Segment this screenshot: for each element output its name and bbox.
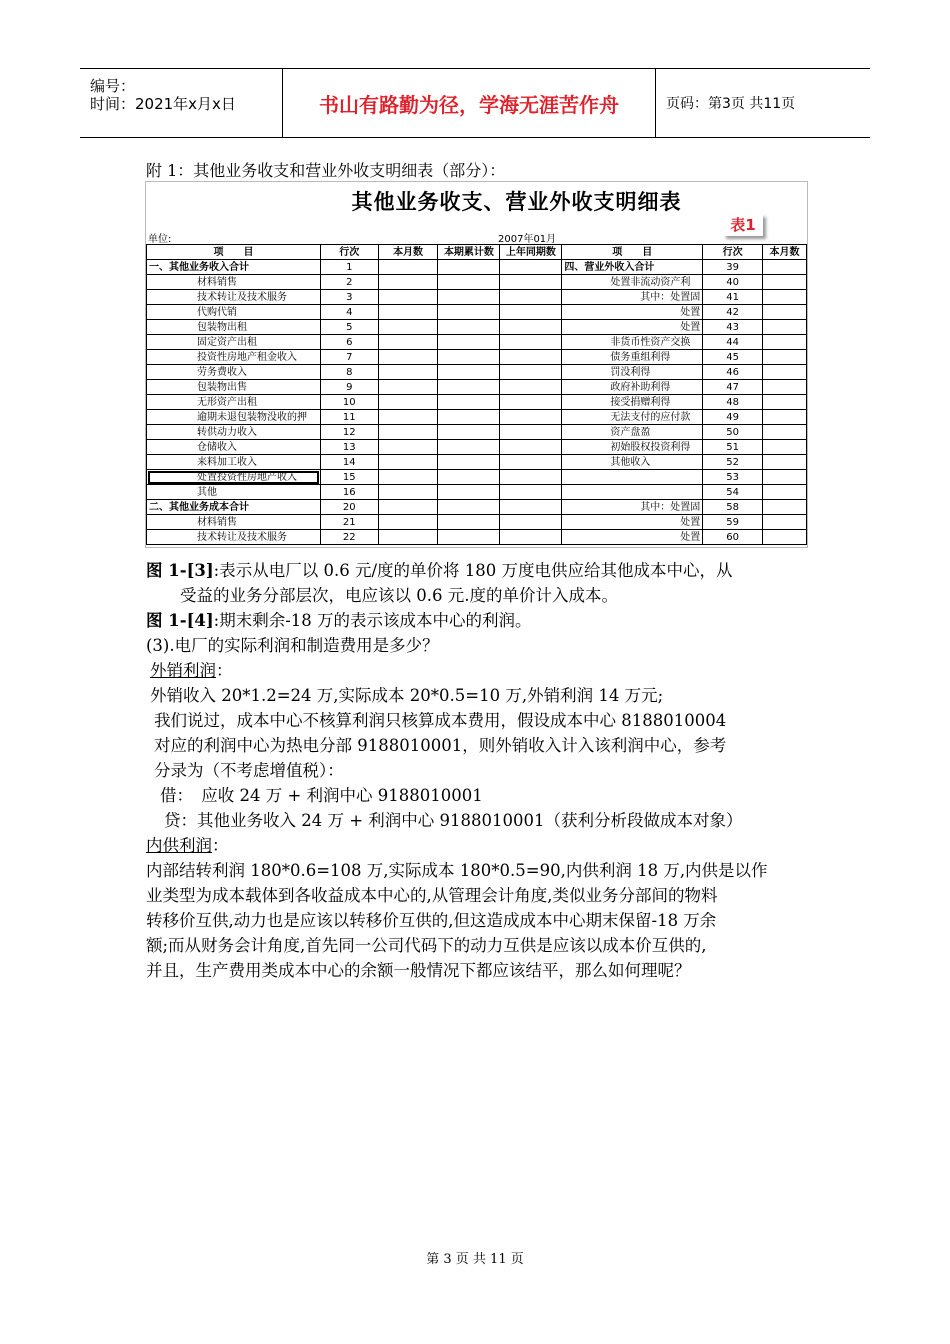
item-cell: 材料销售: [147, 515, 321, 530]
value-cell: [500, 275, 562, 290]
int-p1: 内部结转利润 180*0.6=108 万,实际成本 180*0.5=90,内供利润 18 万,内供是以作: [146, 861, 768, 880]
value-cell: [763, 455, 807, 470]
item-cell: 技术转让及技术服务: [147, 530, 321, 545]
item-cell: 劳务费收入: [147, 365, 321, 380]
item2-cell: 初始股权投资利得: [562, 440, 703, 455]
value-cell: [438, 275, 500, 290]
ext-p1: 我们说过，成本中心不核算利润只核算成本费用，假设成本中心 8188010004: [154, 711, 727, 730]
item-cell: 代购代销: [147, 305, 321, 320]
value-cell: [378, 440, 438, 455]
table-row: [147, 305, 807, 320]
line-cell: 16: [320, 485, 378, 500]
body-text: [146, 558, 812, 983]
value-cell: [500, 455, 562, 470]
table-row: [147, 455, 807, 470]
fig3-text: :表示从电厂以 0.6 元/度的单价将 180 万度电供应给其他成本中心，从: [213, 561, 733, 580]
item2-cell: 四、营业外收入合计: [562, 260, 703, 275]
column-header: 本月数: [378, 245, 438, 260]
item-cell: 固定资产出租: [147, 335, 321, 350]
table-row: [147, 320, 807, 335]
item-cell: 转供动力收入: [147, 425, 321, 440]
value-cell: [378, 455, 438, 470]
line2-cell: 39: [703, 260, 763, 275]
value-cell: [378, 530, 438, 545]
line2-cell: 45: [703, 350, 763, 365]
value-cell: [763, 290, 807, 305]
value-cell: [500, 320, 562, 335]
line-cell: 22: [320, 530, 378, 545]
table-row: [147, 440, 807, 455]
value-cell: [378, 470, 438, 485]
time-label: 时间：2021年x月x日: [90, 95, 236, 113]
page-header: [80, 68, 870, 138]
line2-cell: 41: [703, 290, 763, 305]
value-cell: [763, 440, 807, 455]
value-cell: [438, 440, 500, 455]
table-row: [147, 515, 807, 530]
value-cell: [438, 305, 500, 320]
value-cell: [378, 260, 438, 275]
item2-cell: 处置: [562, 320, 703, 335]
int-p5: 并且，生产费用类成本中心的余额一般情况下都应该结平，那么如何理呢？: [146, 961, 691, 980]
value-cell: [500, 365, 562, 380]
page-label: 页码：第3页 共11页: [666, 96, 796, 112]
line2-cell: 47: [703, 380, 763, 395]
value-cell: [763, 320, 807, 335]
item-cell: 包装物出租: [147, 320, 321, 335]
fig4-paragraph: [146, 608, 812, 633]
value-cell: [438, 350, 500, 365]
value-cell: [438, 260, 500, 275]
line2-cell: 54: [703, 485, 763, 500]
value-cell: [378, 410, 438, 425]
value-cell: [500, 410, 562, 425]
line2-cell: 40: [703, 275, 763, 290]
item-cell: 二、其他业务成本合计: [147, 500, 321, 515]
line2-cell: 51: [703, 440, 763, 455]
line-cell: 5: [320, 320, 378, 335]
value-cell: [763, 485, 807, 500]
table-row: [147, 470, 807, 485]
line-cell: 1: [320, 260, 378, 275]
item2-cell: 处置: [562, 530, 703, 545]
ext-p3: 分录为（不考虑增值税）：: [154, 761, 344, 780]
value-cell: [500, 500, 562, 515]
line-cell: 9: [320, 380, 378, 395]
line2-cell: 49: [703, 410, 763, 425]
value-cell: [500, 425, 562, 440]
line-cell: 11: [320, 410, 378, 425]
line2-cell: 52: [703, 455, 763, 470]
value-cell: [763, 515, 807, 530]
period-label: 2007年01月: [498, 234, 557, 245]
item-cell: 逾期未退包装物没收的押: [147, 410, 321, 425]
table-row: [147, 395, 807, 410]
number-label: 编号：: [90, 77, 136, 95]
value-cell: [763, 260, 807, 275]
fig3-paragraph: [146, 558, 812, 583]
value-cell: [763, 335, 807, 350]
value-cell: [438, 470, 500, 485]
table-row: [147, 380, 807, 395]
item2-cell: 接受捐赠利得: [562, 395, 703, 410]
value-cell: [763, 425, 807, 440]
line2-cell: 60: [703, 530, 763, 545]
column-header: 项 目: [147, 245, 321, 260]
int-p4: 额;而从财务会计角度,首先同一公司代码下的动力互供是应该以成本价互供的,: [146, 936, 707, 955]
item2-cell: 其中：处置固: [562, 500, 703, 515]
value-cell: [500, 335, 562, 350]
value-cell: [763, 350, 807, 365]
value-cell: [763, 470, 807, 485]
column-header: 项 目: [562, 245, 703, 260]
fig3-continuation: 受益的业务分部层次，电应该以 0.6 元.度的单价计入成本。: [180, 586, 618, 605]
line-cell: 8: [320, 365, 378, 380]
item2-cell: 其中：处置固: [562, 290, 703, 305]
question-3: (3).电厂的实际利润和制造费用是多少？: [146, 636, 439, 655]
ext-line: 外销收入 20*1.2=24 万,实际成本 20*0.5=10 万,外销利润 14 万元;: [150, 686, 664, 705]
column-header: 行次: [320, 245, 378, 260]
value-cell: [500, 260, 562, 275]
unit-label: 单位:: [148, 234, 172, 245]
item-cell: 来料加工收入: [147, 455, 321, 470]
value-cell: [500, 350, 562, 365]
value-cell: [378, 380, 438, 395]
item2-cell: 罚没利得: [562, 365, 703, 380]
item2-cell: [562, 470, 703, 485]
value-cell: [500, 470, 562, 485]
table-caption: 附 1：其他业务收支和营业外收支明细表（部分）：: [146, 161, 506, 180]
line2-cell: 59: [703, 515, 763, 530]
table-row: [147, 365, 807, 380]
int-heading: 内供利润: [146, 836, 212, 855]
value-cell: [438, 455, 500, 470]
item2-cell: 政府补助利得: [562, 380, 703, 395]
fig4-text: :期末剩余-18 万的表示该成本中心的利润。: [213, 611, 532, 630]
value-cell: [763, 275, 807, 290]
column-header: 本月数: [763, 245, 807, 260]
line2-cell: 53: [703, 470, 763, 485]
value-cell: [500, 395, 562, 410]
header-meta: [80, 69, 283, 137]
value-cell: [378, 500, 438, 515]
value-cell: [763, 500, 807, 515]
int-heading-line: [146, 833, 812, 858]
debit-line: 借： 应收 24 万 + 利润中心 9188010001: [160, 786, 483, 805]
item2-cell: 非货币性资产交换: [562, 335, 703, 350]
item-cell: 无形资产出租: [147, 395, 321, 410]
value-cell: [500, 380, 562, 395]
line-cell: 6: [320, 335, 378, 350]
item2-cell: [562, 485, 703, 500]
value-cell: [438, 290, 500, 305]
line-cell: 10: [320, 395, 378, 410]
line2-cell: 43: [703, 320, 763, 335]
item2-cell: 处置: [562, 515, 703, 530]
value-cell: [438, 515, 500, 530]
line-cell: 7: [320, 350, 378, 365]
line2-cell: 46: [703, 365, 763, 380]
page-footer: 第 3 页 共 11 页: [426, 1252, 524, 1267]
line2-cell: 44: [703, 335, 763, 350]
ext-p2: 对应的利润中心为热电分部 9188010001，则外销收入计入该利润中心，参考: [154, 736, 727, 755]
value-cell: [378, 425, 438, 440]
line-cell: 20: [320, 500, 378, 515]
line2-cell: 48: [703, 395, 763, 410]
value-cell: [438, 425, 500, 440]
spreadsheet-image: [145, 181, 808, 548]
value-cell: [500, 485, 562, 500]
line2-cell: 42: [703, 305, 763, 320]
value-cell: [378, 515, 438, 530]
line-cell: 12: [320, 425, 378, 440]
line-cell: 3: [320, 290, 378, 305]
ext-heading: 外销利润: [150, 661, 216, 680]
item-cell: 仓储收入: [147, 440, 321, 455]
table-row: [147, 335, 807, 350]
fig3-label: 图 1-[3]: [146, 561, 214, 580]
column-header: 行次: [703, 245, 763, 260]
value-cell: [378, 335, 438, 350]
value-cell: [763, 530, 807, 545]
value-cell: [378, 275, 438, 290]
fig4-label: 图 1-[4]: [146, 611, 214, 630]
table-row: [147, 485, 807, 500]
line-cell: 14: [320, 455, 378, 470]
table-row: [147, 290, 807, 305]
value-cell: [438, 485, 500, 500]
value-cell: [763, 395, 807, 410]
table-row: [147, 350, 807, 365]
line2-cell: 58: [703, 500, 763, 515]
table-row: [147, 500, 807, 515]
column-header: 本期累计数: [438, 245, 500, 260]
item2-cell: 处置: [562, 305, 703, 320]
item2-cell: 债务重组利得: [562, 350, 703, 365]
value-cell: [763, 380, 807, 395]
int-colon: ：: [212, 836, 229, 855]
motto: 书山有路勤为径，学海无涯苦作舟: [283, 69, 656, 137]
item2-cell: 资产盘盈: [562, 425, 703, 440]
sheet-tag: 表1: [723, 214, 763, 236]
value-cell: [763, 365, 807, 380]
value-cell: [438, 530, 500, 545]
value-cell: [438, 410, 500, 425]
table-header-row: [147, 245, 807, 260]
table-row: [147, 275, 807, 290]
line-cell: 13: [320, 440, 378, 455]
item2-cell: 无法支付的应付款: [562, 410, 703, 425]
table-row: [147, 410, 807, 425]
column-header: 上年同期数: [500, 245, 562, 260]
int-p2: 业类型为成本载体到各收益成本中心的,从管理会计角度,类似业务分部间的物料: [146, 886, 718, 905]
item-cell: 处置投资性房地产收入: [147, 470, 321, 485]
line-cell: 21: [320, 515, 378, 530]
value-cell: [378, 305, 438, 320]
credit-line: 贷：其他业务收入 24 万 + 利润中心 9188010001（获利分析段做成本对象）: [164, 811, 743, 830]
value-cell: [438, 380, 500, 395]
item2-cell: 其他收入: [562, 455, 703, 470]
value-cell: [500, 290, 562, 305]
value-cell: [763, 410, 807, 425]
line-cell: 2: [320, 275, 378, 290]
line2-cell: 50: [703, 425, 763, 440]
ext-heading-line: [146, 658, 812, 683]
value-cell: [438, 335, 500, 350]
table-row: [147, 425, 807, 440]
value-cell: [378, 395, 438, 410]
line-cell: 4: [320, 305, 378, 320]
item2-cell: 处置非流动资产利: [562, 275, 703, 290]
value-cell: [500, 305, 562, 320]
value-cell: [500, 440, 562, 455]
value-cell: [438, 500, 500, 515]
value-cell: [438, 395, 500, 410]
item-cell: 其他: [147, 485, 321, 500]
item-cell: 技术转让及技术服务: [147, 290, 321, 305]
value-cell: [438, 320, 500, 335]
int-p3: 转移价互供,动力也是应该以转移价互供的,但这造成成本中心期末保留-18 万余: [146, 911, 717, 930]
table-row: [147, 260, 807, 275]
value-cell: [763, 305, 807, 320]
ext-colon: ：: [216, 661, 233, 680]
value-cell: [378, 365, 438, 380]
value-cell: [378, 350, 438, 365]
value-cell: [378, 320, 438, 335]
value-cell: [500, 515, 562, 530]
detail-table: [146, 244, 807, 545]
value-cell: [438, 365, 500, 380]
sheet-title: 其他业务收支、营业外收支明细表: [351, 190, 682, 214]
table-row: [147, 530, 807, 545]
value-cell: [378, 290, 438, 305]
item-cell: 包装物出售: [147, 380, 321, 395]
value-cell: [378, 485, 438, 500]
line-cell: 15: [320, 470, 378, 485]
value-cell: [500, 530, 562, 545]
item-cell: 材料销售: [147, 275, 321, 290]
item-cell: 一、其他业务收入合计: [147, 260, 321, 275]
item-cell: 投资性房地产租金收入: [147, 350, 321, 365]
